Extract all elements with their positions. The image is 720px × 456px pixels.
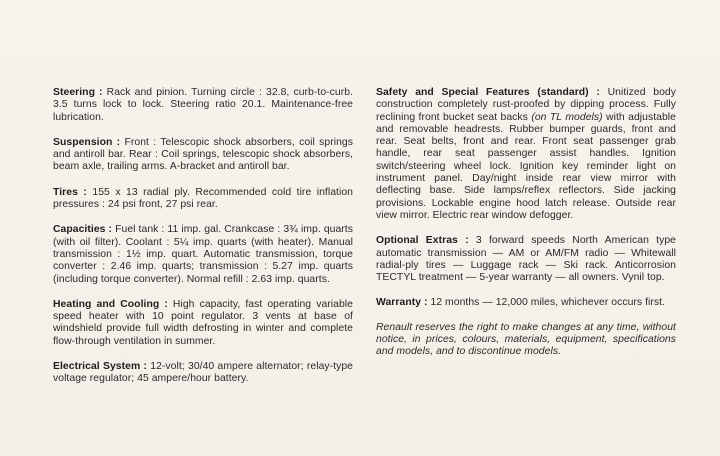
suspension-text: Front : Telescopic shock absorbers, coil springs and antiroll bar. Rear : Coil springs, telescopic shock absorbers, beam axle, trailing arms. A-bracket and antiroll bar.: [53, 136, 354, 173]
warranty-heading: Warranty :: [376, 297, 428, 309]
tires-heading: Tires :: [53, 186, 87, 198]
safety-text-start: Unitized body construction completely rust-proofed by dipping process. Fully reclining front bucket seat backs: [376, 87, 677, 123]
steering-heading: Steering :: [53, 87, 103, 98]
suspension-heading: Suspension :: [53, 136, 121, 148]
optional-extras-text: 3 forward speeds North American type automatic transmission — AM or AM/FM radio — Whitewall radial-ply tires — Luggage rack — Ski rack. Anticorrosion TECTYL treatment — 5-year warranty — all owners. Vynil top.: [376, 235, 676, 284]
left-column: [53, 87, 353, 399]
suspension-section: [53, 137, 353, 174]
heating-cooling-text: High capacity, fast operating variable speed heater with 10 point regulator. 3 vents at base of windshield provide full width defrosting in winter and complete flow-through ventilation in summer.: [53, 298, 353, 347]
capacities-section: [53, 224, 353, 285]
steering-section: [53, 87, 353, 124]
disclaimer-text: Renault reserves the right to make changes at any time, without notice, in prices, colours, materials, equipment, specifications and models, and to discontinue models.: [376, 321, 676, 358]
capacities-text: Fuel tank : 11 imp. gal. Crankcase : 3¾ imp. quarts (with oil filter). Coolant : 5¼ imp. quarts (with heater). Manual transmission : 1½ imp. quart. Automatic transmission, torque converter : 2.46 imp. quarts; transmission : 5.27 imp. quarts (including torque converter). Normal refill : 2.63 imp. quarts.: [53, 224, 353, 285]
safety-section: [376, 87, 676, 222]
electrical-heading: Electrical System :: [53, 361, 147, 373]
warranty-section: [376, 297, 676, 309]
heating-cooling-heading: Heating and Cooling :: [53, 298, 168, 310]
safety-text-italic: (on TL models): [531, 111, 603, 123]
electrical-section: [53, 361, 353, 386]
steering-text: Rack and pinion. Turning circle : 32.8, curb-to-curb. 3.5 turns lock to lock. Steering ratio 20.1. Maintenance-free lubrication.: [53, 87, 354, 123]
safety-text-end: with adjustable and removable headrests. Rubber bumper guards, front and rear. Seat belts, front and rear. Front seat passenger grab handle, rear seat passenger assist handles. Ignition switch/steering wheel lock. Ignition key reminder light on instrument panel. Day/night inside rear view mirror with deflecting base. Side lamps/reflex reflectors. Side jacking provisions. Lockable engine hood latch release. Outside rear view mirror. Electric rear window defogger.: [376, 111, 676, 221]
tires-text: 155 x 13 radial ply. Recommended cold tire inflation pressures : 24 psi front, 27 psi rear.: [53, 186, 354, 211]
optional-extras-section: [376, 235, 676, 284]
heating-cooling-section: [53, 299, 353, 348]
warranty-text: 12 months — 12,000 miles, whichever occurs first.: [430, 297, 666, 309]
optional-extras-heading: Optional Extras :: [376, 235, 469, 247]
capacities-heading: Capacities :: [53, 224, 113, 236]
tires-section: [53, 187, 353, 212]
right-column: [376, 87, 676, 369]
electrical-text: 12-volt; 30/40 ampere alternator; relay-type voltage regulator; 45 ampere/hour battery.: [53, 361, 353, 385]
safety-heading: Safety and Special Features (standard) :: [376, 87, 600, 98]
